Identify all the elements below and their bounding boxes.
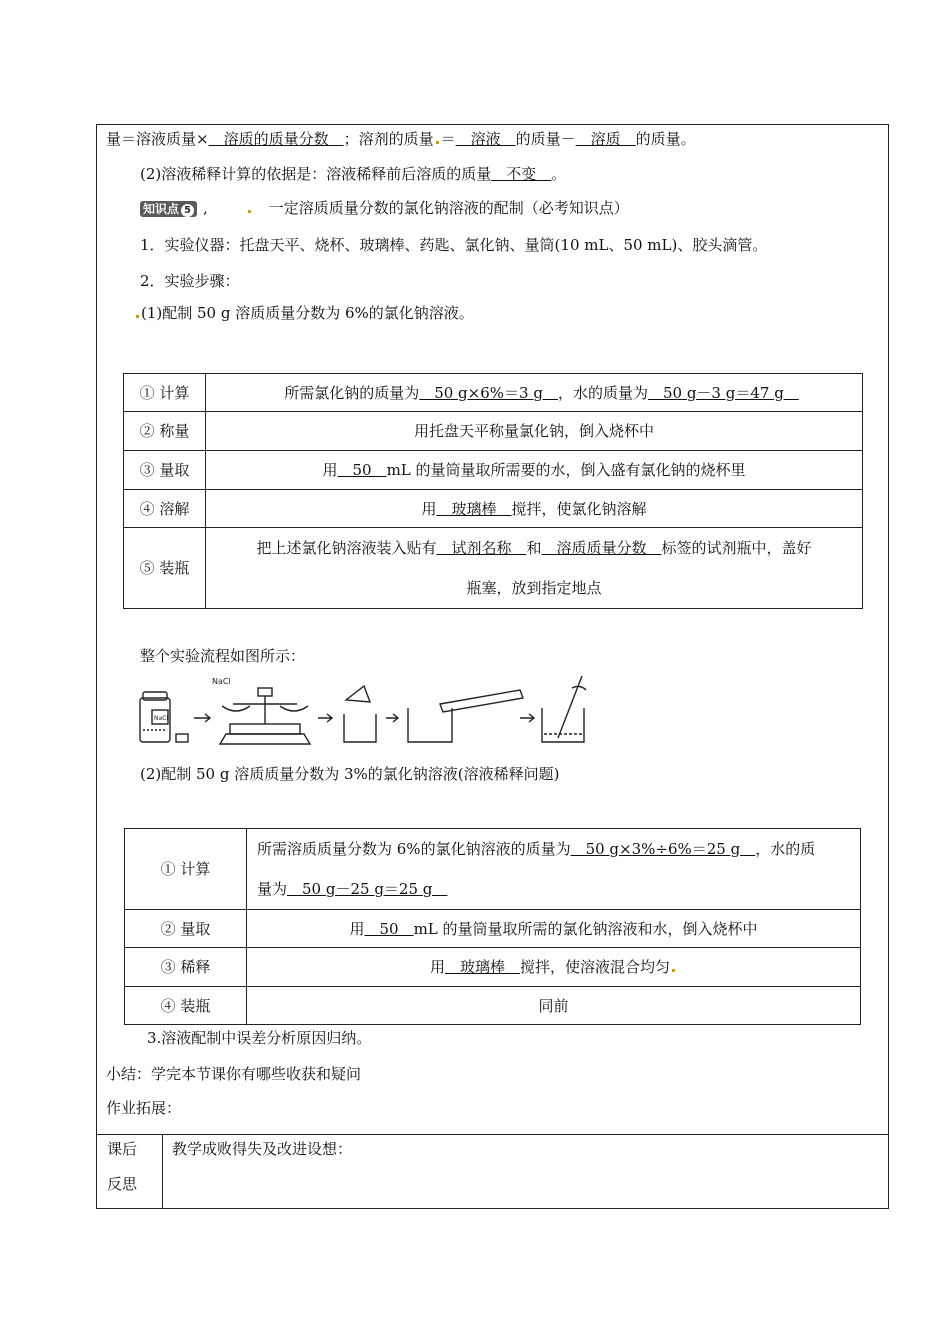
step-label: ③ 量取 <box>124 451 206 490</box>
step-label: ⑤ 装瓶 <box>124 528 206 609</box>
step-content: 同前 <box>247 987 861 1025</box>
table-row <box>125 987 861 1025</box>
pouring-cylinder-icon <box>408 690 523 742</box>
experiment-flow-figure <box>138 674 598 748</box>
step-content: 用 50 mL 的量筒量取所需要的水，倒入盛有氯化钠的烧杯里 <box>206 451 863 490</box>
step-label: ① 计算 <box>124 374 206 412</box>
task1-heading: (1)配制 50 g 溶质质量分数为 6%的氯化钠溶液。 <box>134 303 474 323</box>
preparation-steps-table <box>123 373 863 609</box>
arrow-icon <box>386 714 398 722</box>
table-row <box>124 490 863 528</box>
step-content: 所需氯化钠的质量为 50 g×6%＝3 g ，水的质量为 50 g－3 g＝47 g <box>206 374 863 412</box>
table-row <box>124 412 863 451</box>
reflection-divider <box>96 1134 889 1135</box>
step-label: ② 量取 <box>125 910 247 948</box>
task2-heading: (2)配制 50 g 溶质质量分数为 3%的氯化钠溶液(溶液稀释问题) <box>140 765 560 783</box>
arrow-icon <box>194 714 210 722</box>
step-content: 所需溶质质量分数为 6%的氯化钠溶液的质量为 50 g×3%÷6%＝25 g ，水的质 量为 50 g－25 g＝25 g <box>247 829 861 910</box>
jar-nacl-label: NaCl <box>154 715 169 722</box>
mass-formula-line: 量＝溶液质量× 溶质的质量分数 ；溶剂的质量 ＝ 溶液 的质量－ 溶质 的质量。 <box>106 130 696 148</box>
step-content: 把上述氯化钠溶液装入贴有 试剂名称 和 溶质质量分数 标签的试剂瓶中，盖好 瓶塞，放到指定地点 <box>206 528 863 609</box>
summary-line: 小结：学完本节课你有哪些收获和疑问 <box>106 1065 362 1083</box>
reflection-label-line1: 课后 <box>107 1140 138 1158</box>
balance-icon <box>220 688 310 744</box>
homework-line: 作业拓展： <box>106 1099 182 1117</box>
flow-caption: 整个实验流程如图所示： <box>140 647 306 665</box>
reflection-prompt: 教学成败得失及改进设想： <box>172 1140 353 1158</box>
step-content: 用 50 mL 的量筒量取所需的氯化钠溶液和水，倒入烧杯中 <box>247 910 861 948</box>
dilution-basis-line: (2)溶液稀释计算的依据是：溶液稀释前后溶质的质量 不变 。 <box>140 165 567 183</box>
stirring-beaker-icon <box>542 676 586 742</box>
step-label: ① 计算 <box>125 829 247 910</box>
error-analysis-line: 3.溶液配制中误差分析原因归纳。 <box>147 1029 372 1047</box>
table-row <box>125 948 861 987</box>
step-content: 用托盘天平称量氯化钠，倒入烧杯中 <box>206 412 863 451</box>
arrow-icon <box>520 714 534 722</box>
arrow-icon <box>318 714 332 722</box>
step-label: ② 称量 <box>124 412 206 451</box>
step-label: ④ 溶解 <box>124 490 206 528</box>
table-row <box>124 374 863 412</box>
beaker-icon <box>344 686 376 742</box>
nacl-label: NaCl <box>212 677 231 686</box>
reflection-label-line2: 反思 <box>107 1175 138 1193</box>
step-content: 用 玻璃棒 搅拌，使溶液混合均匀 <box>247 948 861 987</box>
dilution-steps-table <box>124 828 861 1025</box>
knowledge-point-heading: 知识点 5 , 一定溶质质量分数的氯化钠溶液的配制（必考知识点） <box>140 198 629 218</box>
step-label: ④ 装瓶 <box>125 987 247 1025</box>
table-row <box>124 528 863 609</box>
step-content: 用 玻璃棒 搅拌，使氯化钠溶解 <box>206 490 863 528</box>
table-row <box>125 829 861 910</box>
table-row <box>124 451 863 490</box>
table-row <box>125 910 861 948</box>
reflection-column-divider <box>162 1134 163 1209</box>
step-label: ③ 稀释 <box>125 948 247 987</box>
knowledge-point-badge: 知识点 5 <box>140 201 197 217</box>
instruments-line: 1．实验仪器：托盘天平、烧杯、玻璃棒、药匙、氯化钠、量筒(10 mL、50 mL)、胶头滴管。 <box>140 236 768 254</box>
steps-heading: 2．实验步骤： <box>140 272 240 290</box>
